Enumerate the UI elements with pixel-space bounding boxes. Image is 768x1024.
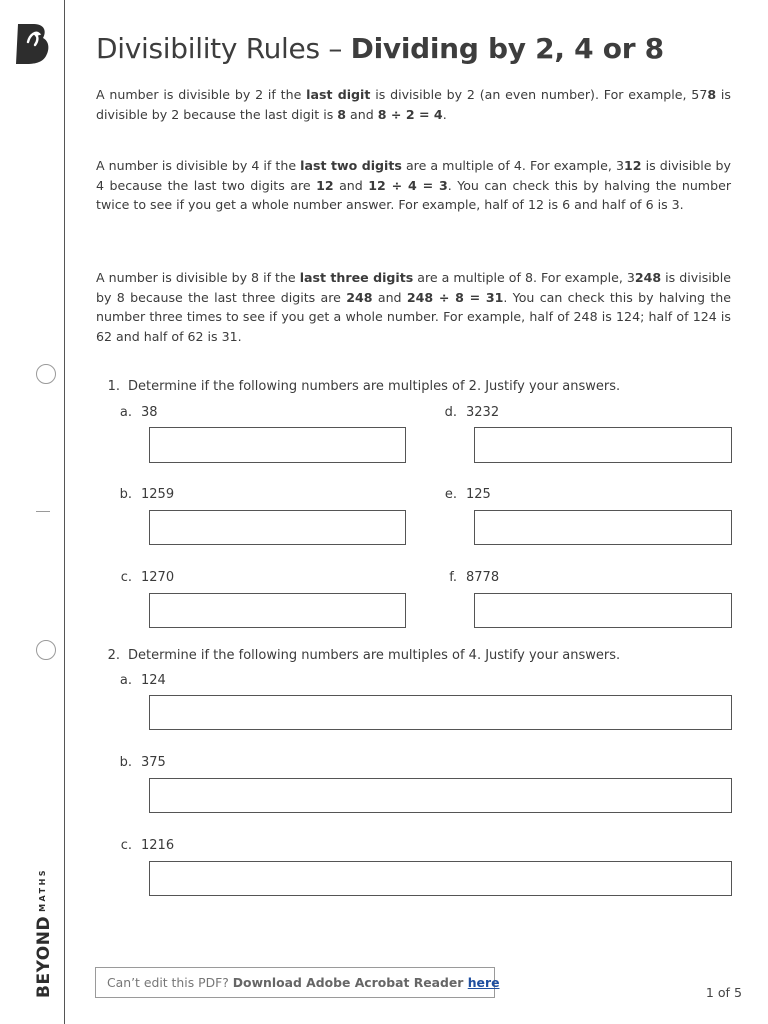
page-title xyxy=(96,32,664,65)
item-letter: d. xyxy=(444,405,457,420)
fold-mark xyxy=(36,511,50,512)
item-value: 3232 xyxy=(466,405,500,420)
bold-run: 12 xyxy=(316,177,334,193)
text-run: is divisible by 4 because the last two digits are xyxy=(96,158,731,193)
item-value: 375 xyxy=(141,755,166,770)
item-letter: a. xyxy=(119,405,132,420)
title-prefix: Divisibility Rules – xyxy=(96,32,351,65)
item-value: 1216 xyxy=(141,838,175,853)
item-value: 125 xyxy=(466,487,491,502)
brand-subname: MATHS xyxy=(38,867,47,912)
text-run: . xyxy=(442,106,447,122)
bold-run: last three digits xyxy=(299,270,414,285)
acrobat-notice xyxy=(95,967,500,998)
question-1-item-c xyxy=(118,570,174,585)
bold-run: 8 xyxy=(707,87,717,102)
question-2-item-a xyxy=(118,673,166,688)
question-text: Determine if the following numbers are multiples of 4. Justify your answers. xyxy=(128,648,621,663)
bold-run: 248 xyxy=(634,270,662,285)
answer-box-1b[interactable] xyxy=(149,510,406,545)
answer-box-1d[interactable] xyxy=(474,427,732,463)
item-letter: a. xyxy=(119,673,132,688)
answer-box-1a[interactable] xyxy=(149,427,406,463)
answer-box-2b[interactable] xyxy=(149,778,732,813)
text-run: A number is divisible by 4 if the xyxy=(96,158,301,173)
question-1 xyxy=(96,379,620,394)
item-letter: c. xyxy=(120,838,132,853)
question-2-item-c xyxy=(118,838,174,853)
question-number: 2. xyxy=(107,648,120,663)
notice-text: Can’t edit this PDF? xyxy=(107,975,233,990)
page-number: 1 of 5 xyxy=(705,985,742,1000)
text-run: and xyxy=(346,106,378,122)
text-run: are a multiple of 4. For example, 3 xyxy=(401,158,624,173)
question-1-item-d xyxy=(443,405,499,420)
item-letter: f. xyxy=(449,570,457,585)
title-bold: Dividing by 2, 4 or 8 xyxy=(350,32,664,65)
question-text: Determine if the following numbers are multiples of 2. Justify your answers. xyxy=(128,379,621,394)
rule-paragraph-2 xyxy=(96,85,731,124)
text-run: are a multiple of 8. For example, 3 xyxy=(413,270,635,285)
brand-wordmark xyxy=(34,868,54,998)
item-value: 1270 xyxy=(141,570,175,585)
rule-paragraph-8 xyxy=(96,268,731,346)
text-run: is divisible by 8 because the last three digits are xyxy=(96,270,731,305)
bold-run: 12 ÷ 4 = 3 xyxy=(368,177,448,193)
answer-box-2c[interactable] xyxy=(149,861,732,896)
item-value: 38 xyxy=(141,405,158,420)
question-1-item-a xyxy=(118,405,158,420)
answer-box-2a[interactable] xyxy=(149,695,732,730)
item-letter: b. xyxy=(119,487,132,502)
question-1-item-f xyxy=(443,570,499,585)
answer-box-1c[interactable] xyxy=(149,593,406,628)
question-1-item-e xyxy=(443,487,491,502)
text-run: . You can check this by halving the number three times to see if you get a whole number. For example, half of 248 is 124; half of 124 is 62 and half of 62 is 31. xyxy=(96,289,732,344)
brand-name: BEYOND xyxy=(34,915,54,998)
notice-bold: Download Adobe Acrobat Reader xyxy=(232,975,468,990)
bold-run: last digit xyxy=(306,87,371,102)
text-run: A number is divisible by 8 if the xyxy=(96,270,300,285)
question-1-item-b xyxy=(118,487,174,502)
question-number: 1. xyxy=(107,379,120,394)
item-value: 8778 xyxy=(466,570,500,585)
punch-hole-bottom xyxy=(36,640,56,660)
question-2 xyxy=(96,648,620,663)
item-value: 124 xyxy=(141,673,166,688)
download-link[interactable]: here xyxy=(467,975,500,990)
item-letter: b. xyxy=(119,755,132,770)
question-2-item-b xyxy=(118,755,166,770)
text-run: and xyxy=(333,177,369,193)
text-run: . You can check this by halving the number twice to see if you get a whole number answer. For example, half of 12 is 6 and half of 6 is 3. xyxy=(96,177,731,213)
punch-hole-top xyxy=(36,364,56,384)
bold-run: 8 xyxy=(337,106,347,122)
bold-run: 248 ÷ 8 = 31 xyxy=(406,289,504,305)
answer-box-1f[interactable] xyxy=(474,593,732,628)
answer-box-1e[interactable] xyxy=(474,510,732,545)
text-run: and xyxy=(372,289,407,305)
beyond-maths-logo-icon xyxy=(14,22,52,66)
item-letter: c. xyxy=(120,570,132,585)
text-run: A number is divisible by 2 if the xyxy=(96,87,307,102)
bold-run: last two digits xyxy=(300,158,402,173)
bold-run: 8 ÷ 2 = 4 xyxy=(377,106,443,122)
rule-paragraph-4 xyxy=(96,156,731,215)
margin-line xyxy=(64,0,65,1024)
item-value: 1259 xyxy=(141,487,175,502)
item-letter: e. xyxy=(444,487,457,502)
bold-run: 248 xyxy=(346,289,373,305)
bold-run: 12 xyxy=(624,158,642,173)
text-run: is divisible by 2 (an even number). For example, 57 xyxy=(370,87,708,102)
text-run: is divisible by 2 because the last digit is xyxy=(96,87,731,122)
